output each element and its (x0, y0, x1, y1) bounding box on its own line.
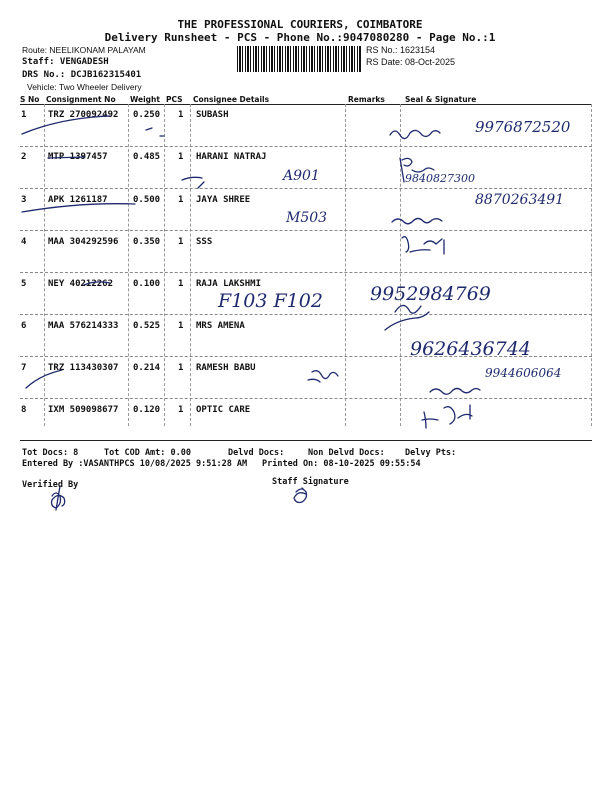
row-consignee: SSS (196, 237, 213, 247)
row-consignment: NEY 40212262 (48, 279, 114, 289)
row-consignee: JAYA SHREE (196, 195, 251, 205)
row-pcs: 1 (178, 363, 184, 373)
verified-by-label: Verified By (22, 480, 79, 490)
col-consignee: Consignee Details (193, 95, 270, 104)
signature-mark (400, 158, 434, 182)
entered-by: Entered By :VASANTHPCS 10/08/2025 9:51:28 AM (22, 459, 248, 469)
strike-mark (84, 282, 110, 285)
row-pcs: 1 (178, 152, 184, 162)
row-consignment: APK 1261187 (48, 195, 108, 205)
row-sno: 5 (21, 279, 27, 289)
drs-label: DRS No.: DCJB162315401 (22, 70, 142, 80)
row-pcs: 1 (178, 279, 184, 289)
handwritten-phone: 9626436744 (410, 338, 531, 360)
printed-on: Printed On: 08-10-2025 09:55:54 (262, 459, 421, 469)
row-weight: 0.100 (133, 279, 161, 289)
total-docs: Tot Docs: 8 (22, 448, 79, 458)
staff-signature (294, 488, 307, 503)
row-pcs: 1 (178, 237, 184, 247)
row-pcs: 1 (178, 110, 184, 120)
row-consignment: TRZ 270092492 (48, 110, 119, 120)
row-sno: 4 (21, 237, 27, 247)
row-consignment: IXM 509098677 (48, 405, 119, 415)
non-delivered-docs: Non Delvd Docs: (308, 448, 385, 458)
staff-signature-label: Staff Signature (272, 477, 349, 487)
signature-mark (146, 128, 204, 188)
strike-mark (26, 370, 62, 388)
row-weight: 0.350 (133, 237, 161, 247)
row-sno: 2 (21, 152, 27, 162)
handwritten-phone: 9840827300 (405, 172, 475, 185)
signature-mark (430, 389, 480, 395)
row-weight: 0.250 (133, 110, 161, 120)
handwritten-note: A901 (283, 168, 320, 184)
col-weight: Weight (130, 95, 160, 104)
row-consignee: RAMESH BABU (196, 363, 256, 373)
row-consignment: MTP 1397457 (48, 152, 108, 162)
signature-mark (402, 237, 444, 254)
col-sno: S No (20, 95, 40, 104)
handwritten-note: M503 (286, 210, 328, 226)
row-pcs: 1 (178, 321, 184, 331)
runsheet-subtitle: Delivery Runsheet - PCS - Phone No.:9047080280 - Page No.:1 (104, 31, 496, 44)
signature-mark (385, 305, 429, 330)
strike-mark (22, 116, 110, 134)
row-consignment: TRZ 113430307 (48, 363, 119, 373)
row-sno: 3 (21, 195, 27, 205)
strike-mark (22, 204, 135, 212)
rs-date: RS Date: 08-Oct-2025 (366, 57, 456, 67)
handwritten-phone: 8870263491 (475, 192, 565, 208)
row-consignee: RAJA LAKSHMI (196, 279, 262, 289)
route-label: Route: NEELIKONAM PALAYAM (22, 45, 146, 55)
rs-number: RS No.: 1623154 (366, 45, 436, 55)
handwritten-phone: 9952984769 (370, 283, 491, 305)
staff-label: Staff: VENGADESH (22, 57, 109, 67)
handwritten-phone: 9944606064 (485, 366, 562, 380)
delivered-docs: Delvd Docs: (228, 448, 285, 458)
company-title: THE PROFESSIONAL COURIERS, COIMBATORE (177, 18, 423, 31)
row-sno: 7 (21, 363, 27, 373)
handwritten-phone: 9976872520 (475, 118, 571, 136)
row-pcs: 1 (178, 195, 184, 205)
total-cod: Tot COD Amt: 0.00 (104, 448, 191, 458)
row-consignment: MAA 576214333 (48, 321, 119, 331)
row-consignment: MAA 304292596 (48, 237, 119, 247)
col-seal: Seal & Signature (405, 95, 477, 104)
handwritten-note: F103 F102 (218, 290, 323, 312)
row-consignee: OPTIC CARE (196, 405, 251, 415)
row-weight: 0.214 (133, 363, 161, 373)
signature-mark (392, 219, 442, 224)
col-pcs: PCS (166, 95, 183, 104)
row-sno: 1 (21, 110, 27, 120)
vehicle-label: Vehicle: Two Wheeler Delivery (27, 82, 142, 92)
row-weight: 0.485 (133, 152, 161, 162)
row-weight: 0.525 (133, 321, 161, 331)
row-consignee: SUBASH (196, 110, 229, 120)
signature-mark (308, 371, 338, 382)
row-weight: 0.500 (133, 195, 161, 205)
signature-mark (390, 130, 440, 138)
col-remarks: Remarks (348, 95, 385, 104)
signature-mark (422, 405, 472, 428)
row-pcs: 1 (178, 405, 184, 415)
row-weight: 0.120 (133, 405, 161, 415)
col-consignment: Consignment No (46, 95, 116, 104)
row-consignee: HARANI NATRAJ (196, 152, 267, 162)
strike-mark (48, 157, 85, 158)
delivery-points: Delvy Pts: (405, 448, 457, 458)
row-consignee: MRS AMENA (196, 321, 245, 331)
row-sno: 6 (21, 321, 27, 331)
row-sno: 8 (21, 405, 27, 415)
